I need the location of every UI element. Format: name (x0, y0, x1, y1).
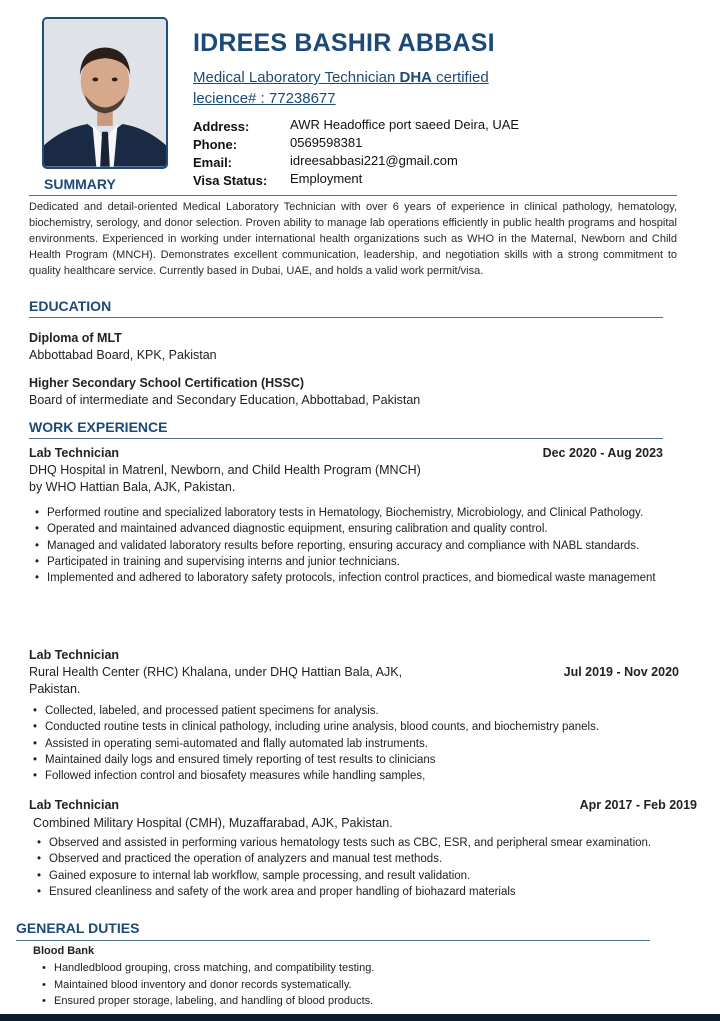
job-title: Lab Technician (29, 798, 120, 812)
duty-item: • Handledblood grouping, cross matching, and compatibility testing. (40, 960, 660, 977)
visa-value: Employment (290, 171, 363, 186)
duty-subheading: Blood Bank (33, 945, 95, 957)
job-organization-line: Pakistan. (29, 682, 81, 696)
job-title: Lab Technician (29, 446, 120, 460)
responsibility-item: • Managed and validated laboratory results before reporting, ensuring accuracy and compliance with NABL standards. (33, 538, 663, 554)
email-label: Email: (193, 155, 233, 170)
title-bold: DHA (399, 69, 433, 86)
work-experience-divider (29, 438, 663, 439)
job-dates: Jul 2019 - Nov 2020 (563, 665, 679, 679)
job-organization-line: Combined Military Hospital (CMH), Muzaffarabad, AJK, Pakistan. (33, 816, 393, 830)
education-heading: EDUCATION (29, 298, 112, 314)
responsibility-item: • Observed and practiced the operation of analyzers and manual test methods. (35, 851, 665, 867)
general-duties-divider (16, 940, 650, 941)
title-prefix: Medical Laboratory Technician (193, 69, 400, 86)
responsibility-item: • Participated in training and supervising interns and junior technicians. (33, 554, 663, 570)
job-title: Lab Technician (29, 648, 120, 662)
job-responsibilities (33, 505, 663, 586)
general-duties-heading: GENERAL DUTIES (16, 920, 140, 936)
responsibility-item: • Performed routine and specialized laboratory tests in Hematology, Biochemistry, Microbiology, and Clinical Pathology. (33, 505, 663, 521)
profile-photo (42, 17, 168, 169)
duty-item: • Maintained blood inventory and donor records systematically. (40, 977, 660, 994)
education-item (29, 330, 217, 364)
responsibility-item: • Gained exposure to internal lab workflow, sample processing, and result validation. (35, 868, 665, 884)
address-label: Address: (193, 119, 250, 134)
job-dates: Apr 2017 - Feb 2019 (579, 798, 697, 812)
responsibility-item: • Operated and maintained advanced diagnostic equipment, ensuring calibration and quality control. (33, 521, 663, 537)
title-suffix: certified (432, 69, 489, 86)
profile-photo-illustration (44, 19, 166, 167)
job-responsibilities (35, 835, 665, 900)
education-institution: Abbottabad Board, KPK, Pakistan (29, 348, 217, 362)
responsibility-item: • Maintained daily logs and ensured timely reporting of test results to clinicians (31, 752, 681, 768)
bottom-edge-bar (0, 1014, 720, 1021)
job-organization (29, 462, 421, 496)
summary-text: Dedicated and detail-oriented Medical Laboratory Technician with over 6 years of experience in clinical pathology, hematology, biochemistry, serology, and donor selection. Proven ability to manage lab operations efficiently in public health programs and hospital environments. Experienced in working under international health organizations such as WHO in the Maternal, Newborn and Child Health Program (MNCH). Demonstrates excellent communication, leadership, and negotiation skills with a strong commitment to quality healthcare service. Currently based in Dubai, UAE, and holds a valid work permit/visa. (29, 201, 677, 277)
summary-heading: SUMMARY (44, 176, 116, 192)
duty-item: • Ensured proper storage, labeling, and handling of blood products. (40, 993, 660, 1010)
responsibility-item: • Ensured cleanliness and safety of the work area and proper handling of biohazard materials (35, 884, 665, 900)
job-organization-line: DHQ Hospital in Matrenl, Newborn, and Child Health Program (MNCH) (29, 463, 421, 477)
responsibility-item: • Conducted routine tests in clinical pathology, including urine analysis, blood counts, and biochemistry panels. (31, 719, 681, 735)
responsibility-item: • Implemented and adhered to laboratory safety protocols, infection control practices, and biomedical waste management (33, 570, 663, 586)
responsibility-item: • Collected, labeled, and processed patient specimens for analysis. (31, 703, 681, 719)
education-degree: Diploma of MLT (29, 331, 122, 345)
job-organization-line: by WHO Hattian Bala, AJK, Pakistan. (29, 480, 236, 494)
education-item (29, 375, 420, 409)
professional-title (193, 67, 489, 88)
job-title-line (193, 67, 489, 109)
summary-divider (29, 195, 677, 196)
visa-label: Visa Status: (193, 173, 268, 188)
responsibility-item: • Followed infection control and biosafety measures while handling samples, (31, 768, 681, 784)
address-value: AWR Headoffice port saeed Deira, UAE (290, 117, 520, 132)
education-institution: Board of intermediate and Secondary Education, Abbottabad, Pakistan (29, 393, 421, 407)
job-organization-line: Rural Health Center (RHC) Khalana, under DHQ Hattian Bala, AJK, (29, 665, 403, 679)
job-dates: Dec 2020 - Aug 2023 (542, 446, 663, 460)
education-divider (29, 317, 663, 318)
education-degree: Higher Secondary School Certification (HSSC) (29, 376, 305, 390)
candidate-name: IDREES BASHIR ABBASI (193, 29, 495, 57)
job-organization (29, 664, 402, 698)
phone-label: Phone: (193, 137, 238, 152)
phone-value: 0569598381 (290, 135, 363, 150)
license-number: lecience# : 77238677 (193, 90, 336, 107)
responsibility-item: • Observed and assisted in performing various hematology tests such as CBC, ESR, and peripheral smear examination. (35, 835, 665, 851)
job-organization (33, 815, 393, 832)
work-experience-heading: WORK EXPERIENCE (29, 419, 168, 435)
email-value: idreesabbasi221@gmail.com (290, 153, 458, 168)
job-responsibilities (31, 703, 681, 784)
duty-list (40, 960, 660, 1010)
responsibility-item: • Assisted in operating semi-automated and flally automated lab instruments. (31, 736, 681, 752)
